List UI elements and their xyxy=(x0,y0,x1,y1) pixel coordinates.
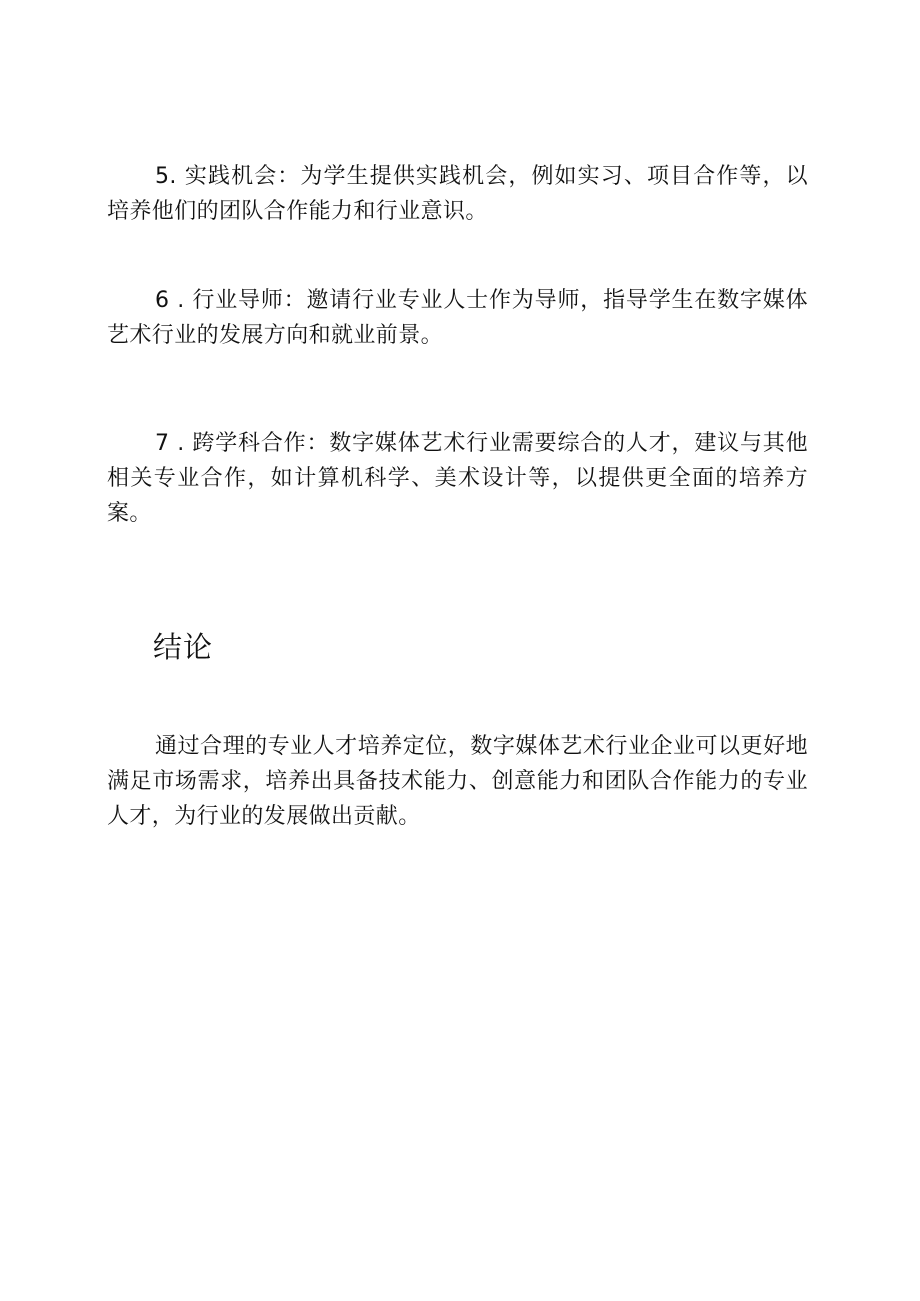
list-item-industry-mentors: 6 . 行业导师：邀请行业专业人士作为导师，指导学生在数字媒体艺术行业的发展方向和就业前景。 xyxy=(107,288,808,348)
list-item-practice-opportunities: 5. 实践机会：为学生提供实践机会，例如实习、项目合作等，以培养他们的团队合作能力和行业意识。 xyxy=(107,164,808,224)
list-item-interdisciplinary-cooperation: 7 . 跨学科合作：数字媒体艺术行业需要综合的人才，建议与其他相关专业合作，如计算机科学、美术设计等，以提供更全面的培养方案。 xyxy=(107,431,808,526)
conclusion-paragraph: 通过合理的专业人才培养定位，数字媒体艺术行业企业可以更好地满足市场需求，培养出具备技术能力、创意能力和团队合作能力的专业人才，为行业的发展做出贡献。 xyxy=(107,734,808,829)
conclusion-heading: 结论 xyxy=(153,630,214,664)
